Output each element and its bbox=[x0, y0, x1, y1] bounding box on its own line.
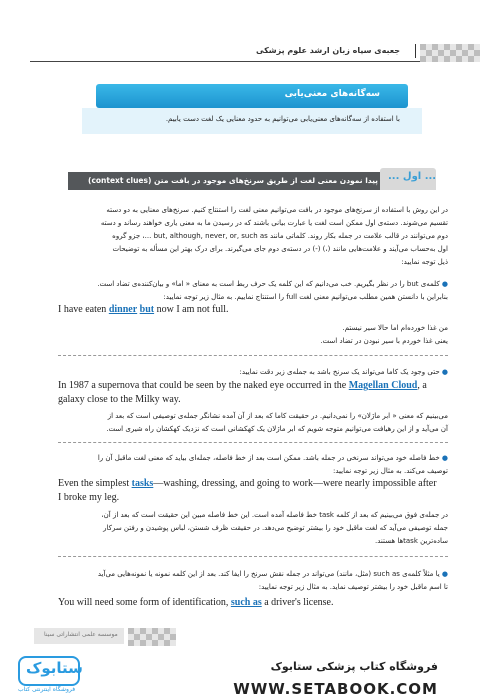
example4-text bbox=[63, 568, 448, 580]
publisher-mark: موسسه علمی انتشاراتی سینا bbox=[44, 631, 118, 638]
footer-checker-pattern bbox=[128, 628, 176, 646]
example3-english-line2: I broke my leg. bbox=[58, 492, 120, 503]
subsection-label: ... اول ... bbox=[388, 171, 437, 182]
example2-line2: می‌بینیم که معنی « ابر ماژلان» را نمی‌دانیم. در حقیقت کاما که بعد از آن آمده نشانگر جمله‌ی توصیفی است که بعد از bbox=[107, 412, 448, 420]
bullet-icon: ● bbox=[439, 454, 448, 462]
example4-line2: تا اسم ماقبل خود را بیشتر توصیف نماید. به مثال زیر توجه نمایید: bbox=[258, 583, 448, 591]
example2-text bbox=[63, 366, 448, 378]
paragraph-line: در این روش با استفاده از سرنخ‌های موجود در بافت می‌توانیم معنی لغت را استنتاج کنیم. سرنخ‌های معنایی به دو دسته bbox=[106, 206, 448, 214]
paragraph-line: ذیل توجه نمایید: bbox=[401, 258, 448, 266]
example3-line5: ساده‌ترین taskها هستند. bbox=[375, 537, 448, 545]
logo-subtitle: فروشگاه اینترنتی کتاب bbox=[18, 686, 76, 693]
example3-line2: توصیف می‌کند. به مثال زیر توجه نمایید: bbox=[333, 467, 448, 475]
paragraph-line: دوم می‌توانند در قالب علامت در جمله بکار روند. کلماتی مانند but, although, never, or, such as ...، جزو گروه bbox=[112, 232, 448, 240]
header-separator bbox=[415, 44, 416, 58]
bullet-icon: ● bbox=[439, 368, 448, 376]
example1-line2: بنابراین با دانستن همین مطلب می‌توانیم معنی لغت full را استنتاج نماییم. به مثال زیر توجه نمایید: bbox=[163, 293, 448, 301]
example3-text bbox=[63, 452, 448, 464]
paragraph-line: اول به‌حساب می‌آیند و علامت‌هایی مانند (،) (-) در دسته‌ی دوم جای می‌گیرند. برای درک بهتر این مسأله به توضیحات bbox=[112, 245, 448, 253]
bullet-icon: ● bbox=[439, 570, 448, 578]
example3-english-line1: Even the simplest tasks—washing, dressing, and going to work—were nearly impossible after bbox=[58, 478, 437, 489]
paragraph-line: تقسیم می‌شوند. دسته‌ی اول ممکن است لغت یا عبارت بیانی باشند که در رسیدن ما به معنی یاری خواهند رساند و دسته bbox=[100, 219, 448, 227]
example4-english: You will need some form of identification, such as a driver's license. bbox=[58, 597, 334, 608]
example4-line1: یا مثلاً کلمه‌ی such as (مثل، مانند) می‌تواند در جمله نقش سرنخ را ایفا کند. بعد از این کلمه نمونه یا نمونه‌هایی می‌آید bbox=[97, 570, 440, 578]
header-checker-pattern bbox=[420, 44, 480, 62]
example1-line1: کلمه‌ی but را در نظر بگیریم. خب می‌دانیم که این کلمه یک حرف ربط است به معنای « اما» و بیان‌کننده‌ی تضاد است. bbox=[97, 280, 440, 288]
example2-english-line1: In 1987 a supernova that could be seen by the naked eye occurred in the Magellan Cloud, a bbox=[58, 380, 427, 391]
example1-english: I have eaten dinner but now I am not full. bbox=[58, 304, 229, 315]
store-name: فروشگاه کتاب پزشکی ستابوک bbox=[270, 660, 438, 673]
subsection-title: پیدا نمودن معنی لغت از طریق سرنخ‌های موجود در بافت متن (context clues) bbox=[88, 176, 378, 185]
clue-word: Magellan Cloud bbox=[348, 380, 418, 391]
dashed-divider bbox=[58, 442, 448, 443]
bullet-icon: ● bbox=[439, 280, 448, 288]
book-title: جعبه‌ی سیاه زبان ارشد علوم پزشکی bbox=[256, 46, 400, 55]
section-title: سه‌گانه‌های معنی‌یابی bbox=[284, 89, 380, 99]
example3-line4: جمله توصیفی می‌آید که لغت ماقبل خود را بیشتر توضیح می‌دهد. در حقیقت ظرف شستن، لباس پوشیدن و رفتن سرکار bbox=[103, 524, 448, 532]
example1-translation: من غذا خورده‌ام اما حالا سیر نیستم. bbox=[342, 324, 448, 332]
example2-line3: آن می‌آید و از این رهیافت می‌توانیم متوجه شویم که ابر ماژلان یک کهکشانی است که نزدیک کهکشان راه شیری است. bbox=[106, 425, 448, 433]
logo-text: ستابوک bbox=[26, 659, 83, 677]
checker-cell bbox=[474, 56, 480, 62]
dashed-divider bbox=[58, 355, 448, 356]
example1-text bbox=[63, 278, 448, 290]
store-url-link[interactable]: WWW.SETABOOK.COM bbox=[233, 680, 438, 698]
clue-word: tasks bbox=[131, 478, 154, 489]
example3-line3: در جمله‌ی فوق می‌بینیم که بعد از کلمه task خط فاصله آمده است. این خط فاصله مبین این حقیقت است که بعد از آن، bbox=[101, 511, 448, 519]
example2-english-line2: galaxy close to the Milky way. bbox=[58, 394, 181, 405]
clue-word: such as bbox=[230, 597, 262, 608]
clue-word: dinner bbox=[108, 304, 138, 315]
checker-cell bbox=[170, 640, 176, 646]
example3-line1: خط فاصله خود می‌تواند سرنخی در جمله باشد. ممکن است بعد از خط فاصله، جمله‌ای بیاید که معنی لغت ماقبل آن را bbox=[97, 454, 440, 462]
example2-line1: حتی وجود یک کاما می‌تواند یک سرنخ باشد به جمله‌ی زیر دقت نمایید: bbox=[239, 368, 440, 376]
dashed-divider bbox=[58, 556, 448, 557]
clue-word: but bbox=[139, 304, 155, 315]
header-rule bbox=[30, 61, 438, 62]
section-intro: با استفاده از سه‌گانه‌های معنی‌یابی می‌توانیم به حدود معنایی یک لغت دست یابیم. bbox=[165, 115, 400, 123]
example1-explanation: یعنی غذا خوردم با سیر نبودن در تضاد است. bbox=[320, 337, 448, 345]
